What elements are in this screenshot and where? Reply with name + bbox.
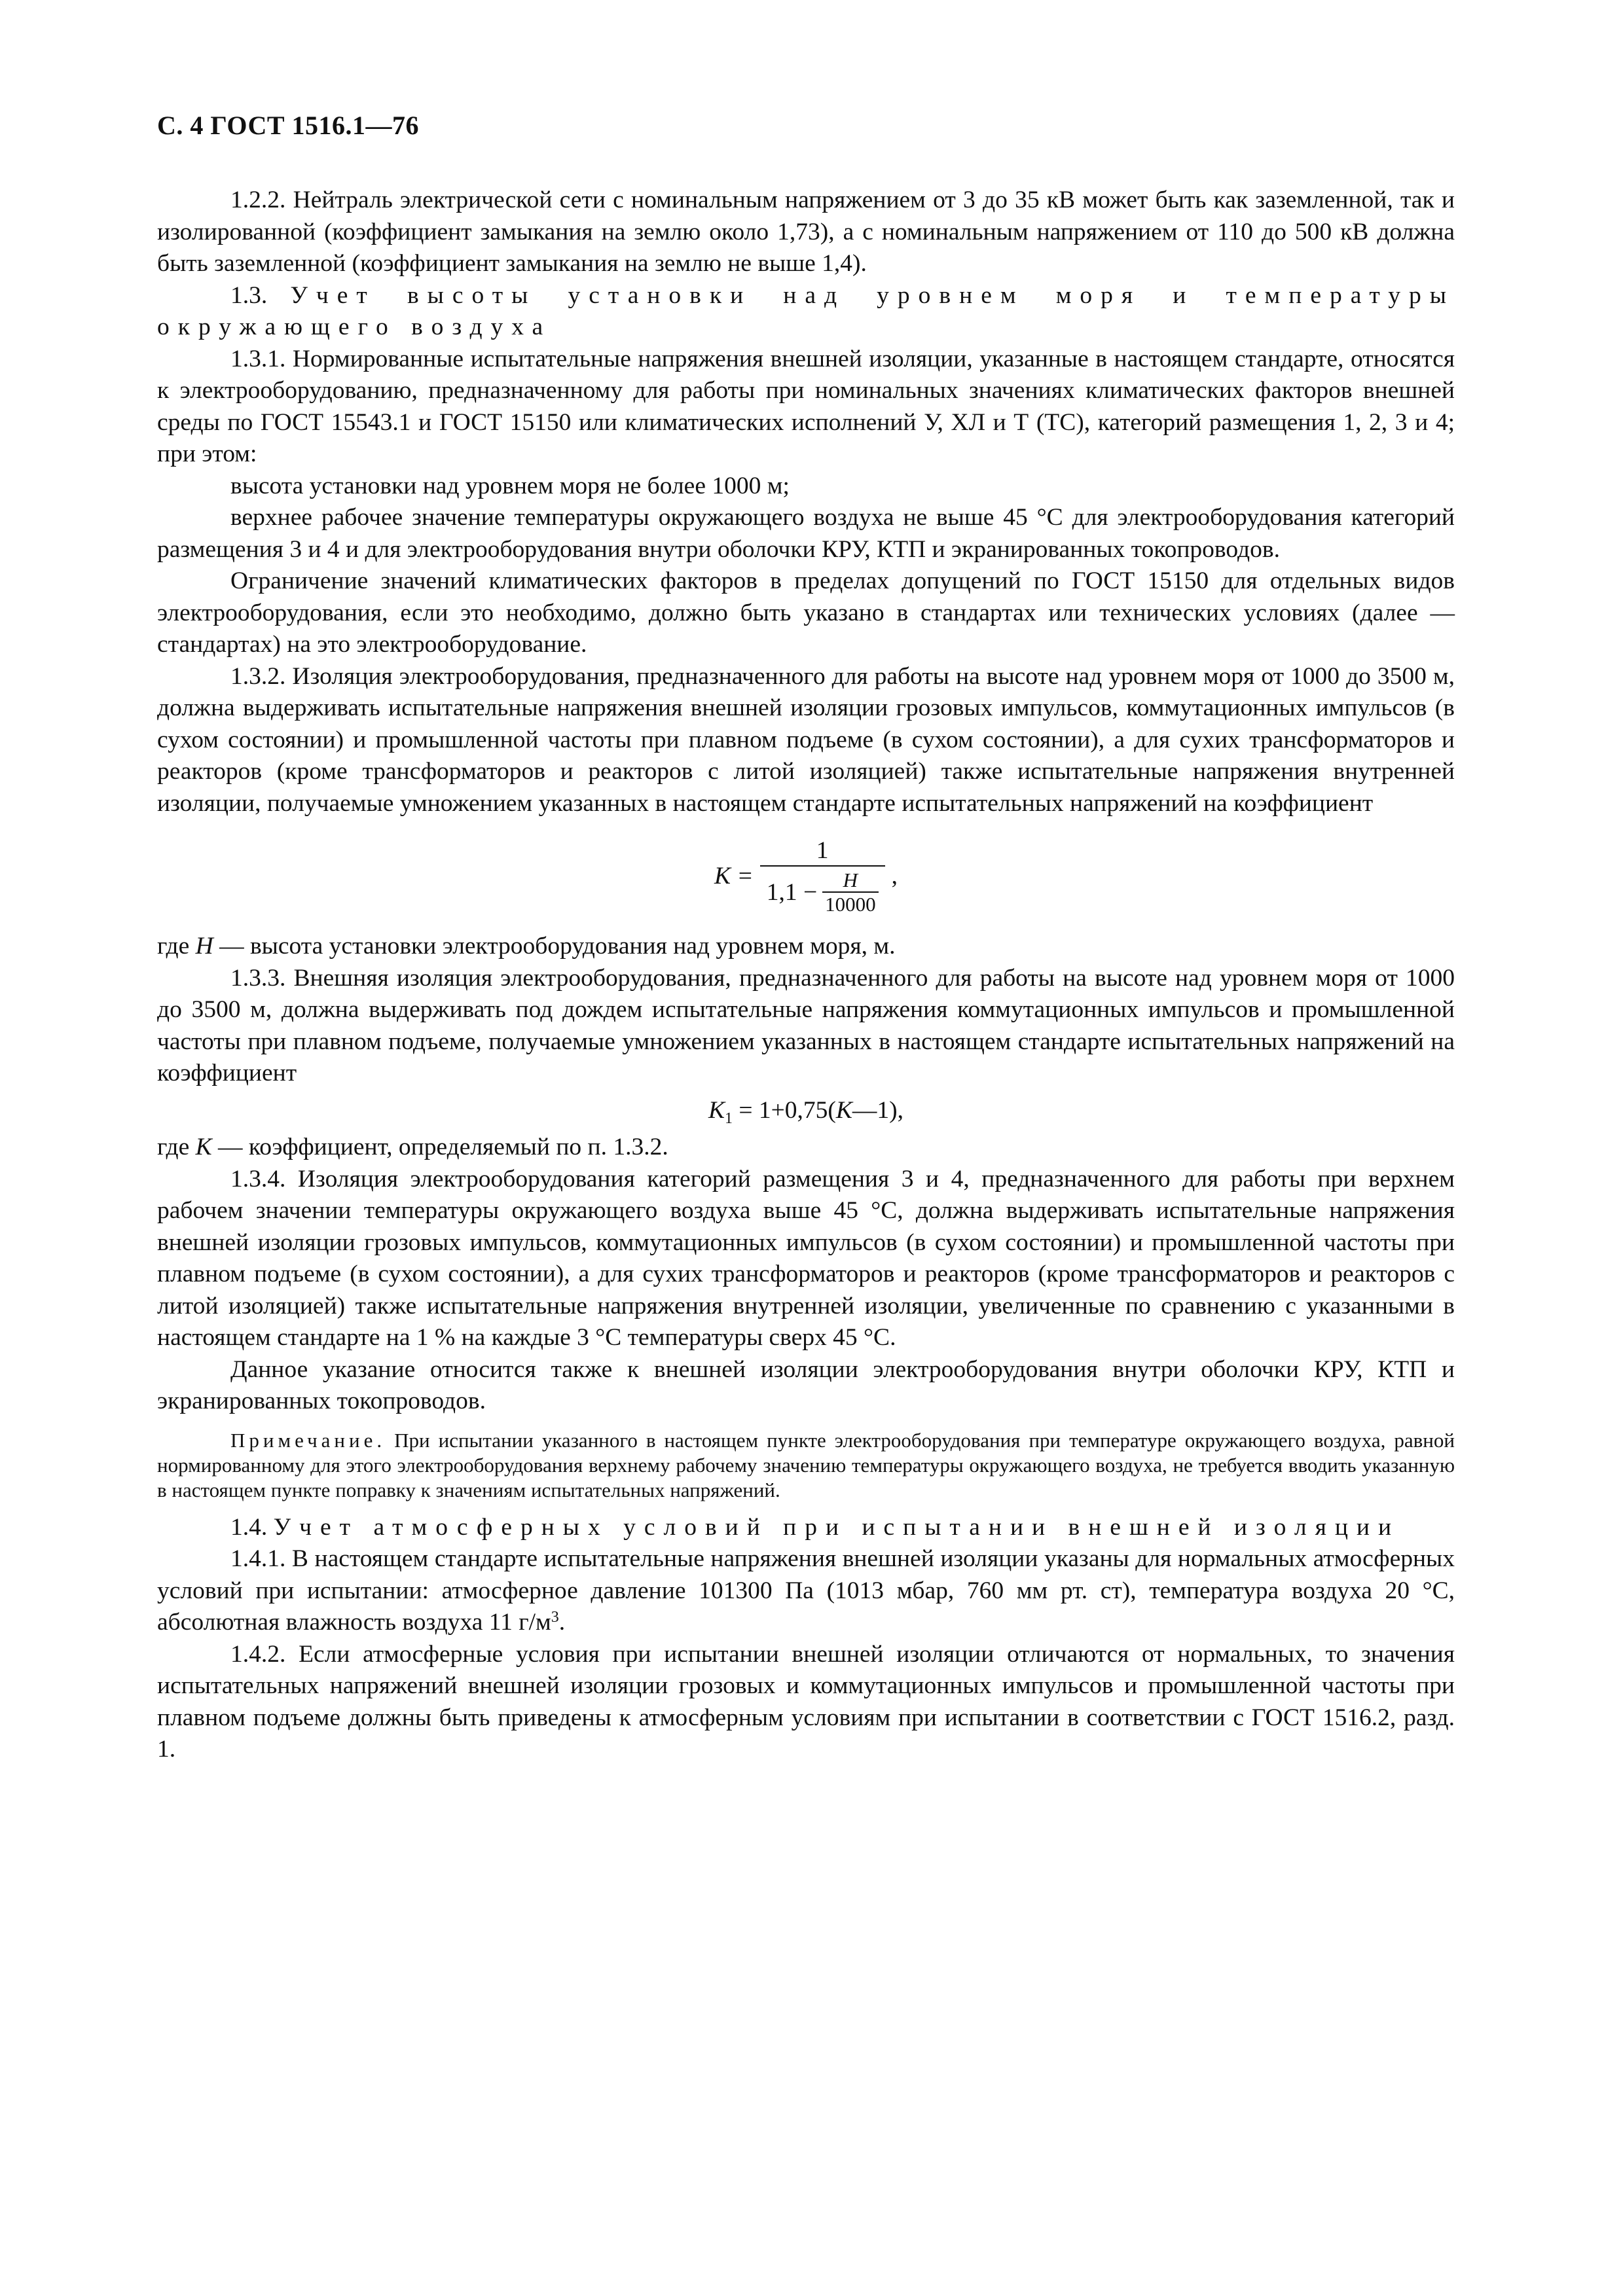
section-1-3-heading [157,280,1455,344]
paragraph-1-4-2: 1.4.2. Если атмосферные условия при испытании внешней изоляции отличаются от нормальных, то значения испытательных напряжений внешней изоляции грозовых и коммутационных импульсов и промышленной частоты при плавном подъеме должны быть приведены к атмосферным условиям при испытании в соответствии с ГОСТ 1516.2, разд. 1. [157,1640,1455,1763]
note-text: При испытании указанного в настоящем пункте электрооборудования при температуре окружающего воздуха, равной нормированному для этого электрооборудования верхнему рабочему значению температуры окружающего воздуха, не требуется вводить указанную в настоящем пункте поправку к значениям испытательных напряжений. [157,1428,1455,1501]
formula-den-prefix: 1,1 − [766,879,818,906]
where-text: — коэффициент, определяемый по п. 1.3.2. [218,1134,668,1160]
page-header: С. 4 ГОСТ 1516.1—76 [157,111,420,140]
formula-k1-rhs: = 1+0,75( [732,1096,836,1124]
paragraph-1-2-2: 1.2.2. Нейтраль электрической сети с номинальным напряжением от 3 до 35 кВ может быть как заземленной, так и изолированной (коэффициент замыкания на землю около 1,73), а с номинальным напряжением от 110 до 500 кВ должна быть заземленной (коэффициент замыкания на землю не выше 1,4). [157,187,1455,277]
section-number: 1.3. [230,281,268,309]
paragraph-end: . [558,1609,566,1636]
paragraph-1-4-1-text: 1.4.1. В настоящем стандарте испытательные напряжения внешней изоляции указаны для нормальных атмосферных условий при испытании: атмосферное давление 101300 Па (1013 мбар, 760 мм рт. ст), температура воздуха 20 °С, абсолютная влажность воздуха 11 г/м [157,1545,1455,1636]
formula-tail: , [891,862,898,889]
where-variable: K [195,1134,212,1160]
formula-k1-var: K [708,1096,725,1124]
where-k [157,1132,1455,1164]
formula-inner-fraction [822,869,879,916]
formula-lhs: K = [714,862,754,889]
where-variable: H [195,933,213,960]
formula-denominator [760,865,885,916]
where-prefix: где [157,1134,190,1160]
paragraph-1-4-1 [157,1543,1455,1639]
paragraph-1-3-4: 1.3.4. Изоляция электрооборудования категорий размещения 3 и 4, предназначенного для работы при верхнем рабочем значении температуры окружающего воздуха выше 45 °С, должна выдерживать испытательные напряжения внешней изоляции грозовых импульсов, коммутационных импульсов (в сухом состоянии) и промышленной частоты при плавном подъеме (в сухом состоянии), а для сухих трансформаторов и реакторов (кроме трансформаторов и реакторов с литой изоляцией) также испытательные напряжения внутренней изоляции, увеличенные по сравнению с указанными в настоящем стандарте на 1 % на каждые 3 °С температуры сверх 45 °С. [157,1165,1455,1351]
paragraph-1-3-1-limits: Ограничение значений климатических факторов в пределах допущений по ГОСТ 15150 для отдельных видов электрооборудования, если это необходимо, должно быть указано в стандартах или технических условиях (далее — стандартах) на это электрооборудование. [157,567,1455,658]
paragraph-1-3-1-altitude: высота установки над уровнем моря не более 1000 м; [230,472,790,499]
note [157,1428,1455,1503]
superscript: 3 [551,1609,559,1626]
formula-inner-numerator: H [843,869,858,891]
formula-k [157,827,1455,925]
section-title: Учет высоты установки над уровнем моря и температуры окружающего воздуха [157,281,1455,340]
where-text: — высота установки электрооборудования над уровнем моря, м. [219,933,896,960]
section-number: 1.4. [230,1513,268,1541]
formula-fraction [760,836,885,916]
formula-numerator: 1 [816,837,829,864]
paragraph-1-3-2: 1.3.2. Изоляция электрооборудования, предназначенного для работы на высоте над уровнем моря от 1000 до 3500 м, должна выдерживать испытательные напряжения внешней изоляции грозовых импульсов, коммутационных импульсов (в сухом состоянии) и промышленной частоты при плавном подъеме (в сухом состоянии), а для сухих трансформаторов и реакторов (кроме трансформаторов и реакторов с литой изоляцией) также испытательные напряжения внутренней изоляции, получаемые умножением указанных в настоящем стандарте испытательных напряжений на коэффициент [157,662,1455,817]
paragraph-1-3-1-temperature: верхнее рабочее значение температуры окружающего воздуха не выше 45 °С для электрооборудования категорий размещения 3 и 4 и для электрооборудования внутри оболочки КРУ, КТП и экранированных токопроводов. [157,504,1455,563]
formula-inner-denominator: 10000 [822,891,879,916]
document-body [157,185,1455,1766]
section-1-4-heading [157,1512,1455,1544]
formula-k1 [157,1095,1455,1127]
paragraph-1-3-1: 1.3.1. Нормированные испытательные напряжения внешней изоляции, указанные в настоящем стандарте, относятся к электрооборудованию, предназначенному для работы при номинальных значениях климатических факторов внешней среды по ГОСТ 15543.1 и ГОСТ 15150 или климатических исполнений У, ХЛ и Т (ТС), категорий размещения 1, 2, 3 и 4; при этом: [157,345,1455,467]
formula-k1-sub: 1 [724,1109,733,1127]
where-h [157,931,1455,963]
formula-k1-rhs-end: —1), [852,1096,904,1124]
where-prefix: где [157,933,190,960]
note-label: Примечание. [230,1428,386,1452]
paragraph-1-3-3: 1.3.3. Внешняя изоляция электрооборудования, предназначенного для работы на высоте над уровнем моря от 1000 до 3500 м, должна выдерживать под дождем испытательные напряжения коммутационных импульсов и промышленной частоты при плавном подъеме, получаемые умножением указанных в настоящем стандарте испытательных напряжений на коэффициент [157,964,1455,1086]
paragraph-1-3-4-b: Данное указание относится также к внешней изоляции электрооборудования внутри оболочки КРУ, КТП и экранированных токопроводов. [157,1355,1455,1414]
formula-k1-var2: K [835,1096,852,1124]
section-title: Учет атмосферных условий при испытании внешней изоляции [273,1513,1400,1541]
